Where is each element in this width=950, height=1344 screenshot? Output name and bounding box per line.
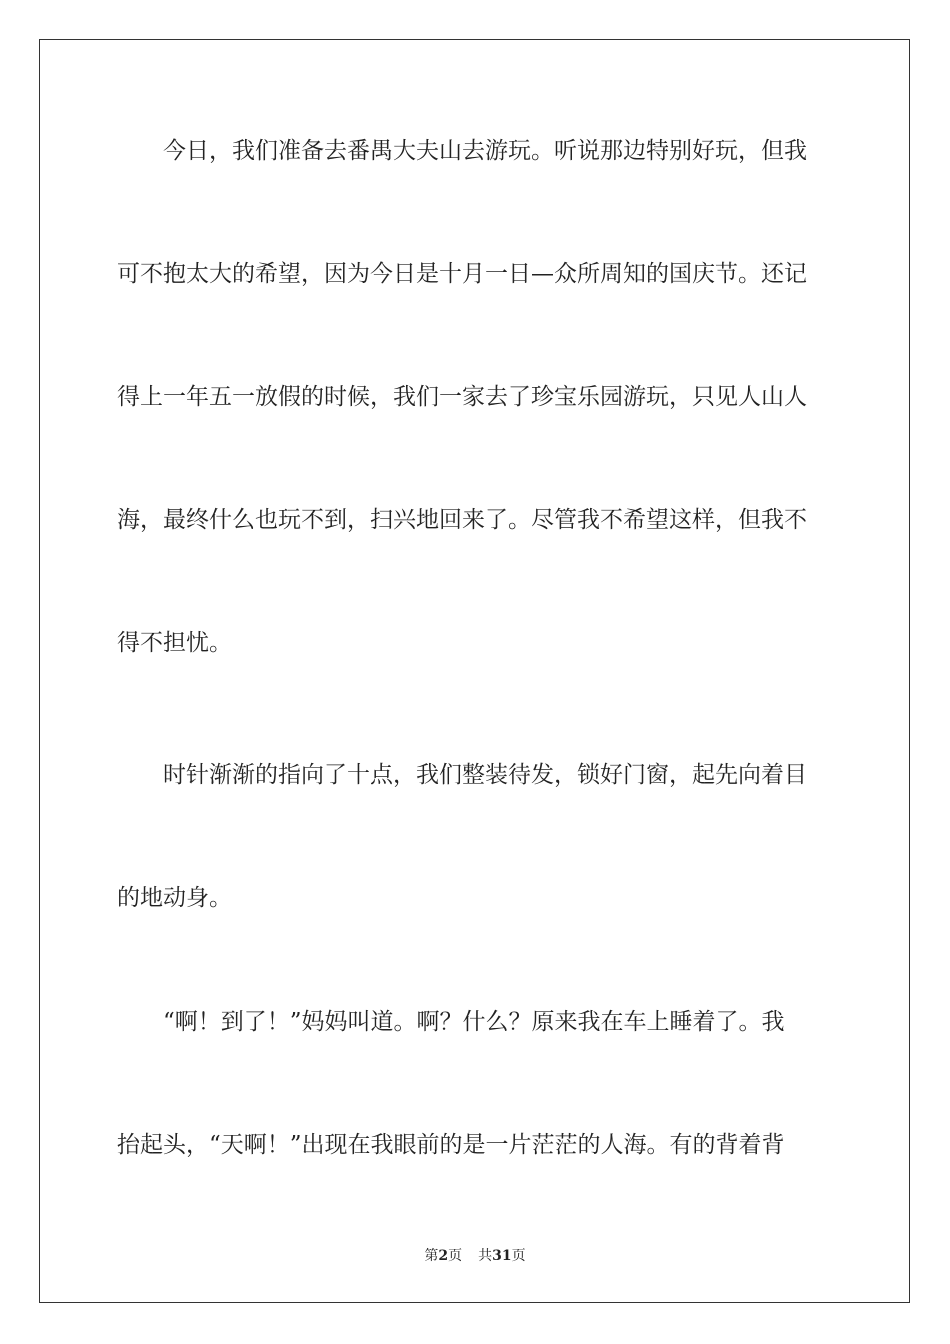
page-footer [0,1247,950,1265]
paragraph-line: 可不抱太大的希望，因为今日是十月一日—众所周知的国庆节。还记 [117,261,807,287]
page-prefix: 第 [424,1248,439,1264]
paragraph-line: 得上一年五一放假的时候，我们一家去了珍宝乐园游玩，只见人山人 [117,384,807,410]
total-pages: 31 [492,1248,512,1264]
total-suffix: 页 [511,1248,526,1264]
page-suffix: 页 [448,1248,463,1264]
paragraph-line: 时针渐渐的指向了十点，我们整装待发，锁好门窗，起先向着目 [163,762,807,788]
paragraph-line: “啊！到了！”妈妈叫道。啊？什么？原来我在车上睡着了。我 [163,1009,785,1035]
paragraph-line: 今日，我们准备去番禺大夫山去游玩。听说那边特别好玩，但我 [163,138,807,164]
total-prefix: 共 [478,1248,493,1264]
paragraph-line: 抬起头，“天啊！”出现在我眼前的是一片茫茫的人海。有的背着背 [117,1132,785,1158]
page-border [39,39,910,1303]
page-number: 2 [438,1248,449,1264]
paragraph-line: 得不担忧。 [117,630,232,656]
paragraph-line: 海，最终什么也玩不到，扫兴地回来了。尽管我不希望这样，但我不 [117,507,807,533]
paragraph-line: 的地动身。 [117,885,232,911]
